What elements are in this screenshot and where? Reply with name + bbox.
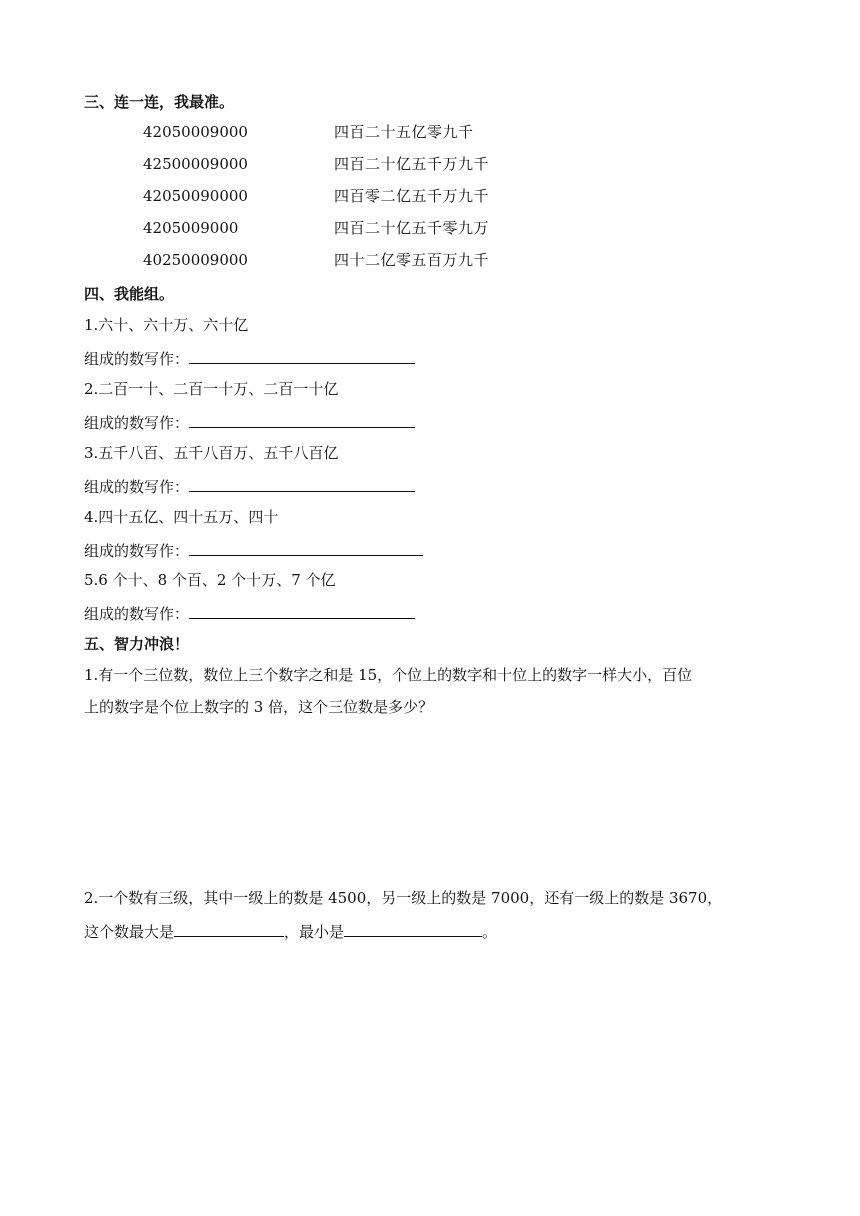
section4-heading: 四、我能组。	[84, 285, 175, 303]
answer-blank-3[interactable]	[189, 475, 415, 492]
answer-label: 组成的数写作：	[84, 414, 190, 432]
question-2-line-2	[84, 920, 497, 942]
section5-heading: 五、智力冲浪！	[84, 635, 190, 653]
question-1-line-1: 1.有一个三位数，数位上三个数字之和是 15，个位上的数字和十位上的数字一样大小，百位	[84, 666, 693, 684]
compose-item-3: 3.五千八百、五千八百万、五千八百亿	[84, 444, 339, 462]
compose-answer-1	[84, 347, 415, 369]
match-number-2: 42500009000	[143, 155, 248, 173]
compose-item-1: 1.六十、六十万、六十亿	[84, 316, 249, 334]
q2-max-label: 这个数最大是	[84, 923, 175, 941]
answer-blank-5[interactable]	[189, 602, 415, 619]
match-number-1: 42050009000	[143, 123, 248, 141]
match-words-1: 四百二十五亿零九千	[334, 123, 474, 141]
match-number-4: 4205009000	[143, 219, 239, 237]
section3-heading: 三、连一连，我最准。	[84, 93, 235, 111]
question-2-line-1: 2.一个数有三级，其中一级上的数是 4500，另一级上的数是 7000，还有一级上的数是 3670，	[84, 889, 723, 907]
match-number-3: 42050090000	[143, 187, 248, 205]
compose-answer-5	[84, 602, 415, 624]
answer-blank-2[interactable]	[189, 411, 415, 428]
q2-min-label: ，最小是	[284, 923, 345, 941]
match-words-2: 四百二十亿五千万九千	[334, 155, 490, 173]
answer-label: 组成的数写作：	[84, 542, 190, 560]
q2-end: 。	[482, 923, 498, 941]
match-words-4: 四百二十亿五千零九万	[334, 219, 490, 237]
compose-item-5: 5.6 个十、8 个百、2 个十万、7 个亿	[84, 571, 336, 589]
compose-item-4: 4.四十五亿、四十五万、四十	[84, 508, 279, 526]
compose-answer-2	[84, 411, 415, 433]
answer-blank-4[interactable]	[189, 539, 423, 556]
answer-label: 组成的数写作：	[84, 478, 190, 496]
min-answer-blank[interactable]	[344, 920, 482, 937]
question-1-line-2: 上的数字是个位上数字的 3 倍，这个三位数是多少？	[84, 698, 434, 716]
compose-answer-4	[84, 539, 423, 561]
compose-item-2: 2.二百一十、二百一十万、二百一十亿	[84, 380, 339, 398]
answer-blank-1[interactable]	[189, 347, 415, 364]
answer-label: 组成的数写作：	[84, 350, 190, 368]
match-words-3: 四百零二亿五千万九千	[334, 187, 490, 205]
max-answer-blank[interactable]	[174, 920, 284, 937]
answer-label: 组成的数写作：	[84, 605, 190, 623]
match-words-5: 四十二亿零五百万九千	[334, 251, 490, 269]
match-number-5: 40250009000	[143, 251, 248, 269]
compose-answer-3	[84, 475, 415, 497]
